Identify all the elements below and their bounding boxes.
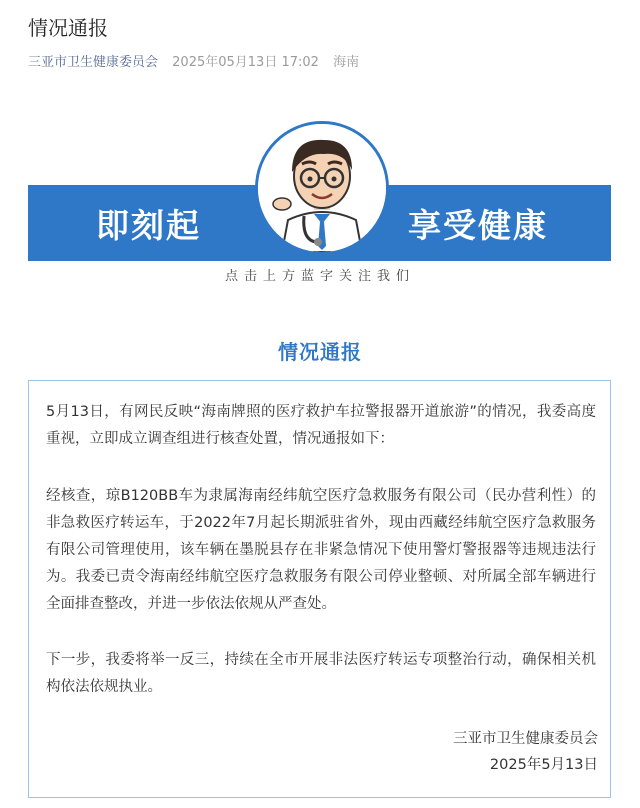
notice-heading: 情况通报 [278, 340, 362, 364]
publish-time: 2025年05月13日 17:02 [172, 55, 319, 70]
notice-paragraph-1: 5月13日，有网民反映“海南牌照的医疗救护车拉警报器开道旅游”的情况，我委高度重视，立即成立调查组进行核查处置，情况通报如下： [46, 404, 596, 447]
notice-paragraph-3: 下一步，我委将举一反三，持续在全市开展非法医疗转运专项整治行动，确保相关机构依法依规执业。 [46, 652, 596, 695]
article-meta [28, 51, 359, 70]
notice-date: 2025年5月13日 [489, 757, 598, 773]
follow-prompt: 点击上方蓝字关注我们 [224, 269, 415, 284]
doctor-avatar [255, 121, 389, 255]
account-name-link[interactable]: 三亚市卫生健康委员会 [28, 55, 159, 70]
banner-right-text: 享受健康 [408, 206, 548, 245]
notice-paragraph-2: 经核查，琼B120BB车为隶属海南经纬航空医疗急救服务有限公司（民办营利性）的非急救医疗转运车，于2022年7月起长期派驻省外，现由西藏经纬航空医疗急救服务有限公司管理使用，该车辆在墨脱县存在非紧急情况下使用警灯警报器等违规违法行为。我委已责令海南经纬航空医疗急救服务有限公司停业整顿、对所属全部车辆进行全面排查整改，并进一步依法依规从严查处。 [46, 488, 596, 612]
notice-signature: 三亚市卫生健康委员会 [453, 731, 598, 747]
notice-box [28, 380, 611, 798]
article-title: 情况通报 [28, 16, 108, 40]
banner-left-text: 即刻起 [96, 206, 201, 245]
publish-location: 海南 [333, 55, 360, 70]
